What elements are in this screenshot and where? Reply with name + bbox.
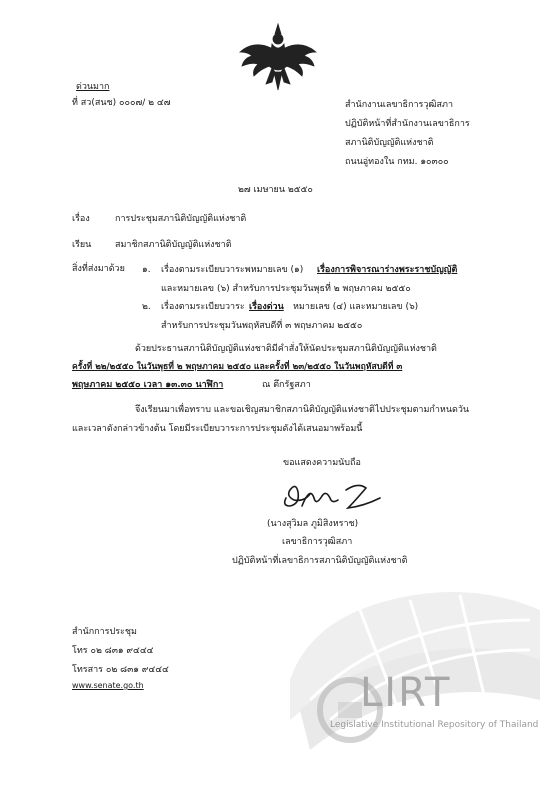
enclosure-item-emphasis: เรื่องการพิจารณาร่างพระราชบัญญัติ	[317, 265, 458, 275]
enclosure-item-text: และหมายเลข (๖) สำหรับการประชุมวันพุธที่ ๒ พฤษภาคม ๒๕๕๐	[161, 284, 411, 294]
signatory-title: เลขาธิการวุฒิสภา	[282, 537, 353, 547]
signatory-title: ปฏิบัติหน้าที่เลขาธิการสภานิติบัญญัติแห่งชาติ	[232, 556, 408, 566]
body-paragraph-line: ครั้งที่ ๒๒/๒๕๕๐ ในวันพุธที่ ๒ พฤษภาคม ๒๕๕๐ และครั้งที่ ๒๓/๒๕๕๐ ในวันพฤหัสบดีที่ ๓	[72, 362, 403, 372]
closing-regards: ขอแสดงความนับถือ	[283, 458, 361, 468]
salutation-text: สมาชิกสภานิติบัญญัติแห่งชาติ	[115, 240, 232, 250]
signatory-name: (นางสุวิมล ภูมิสิงหราช)	[267, 519, 359, 529]
document-date: ๒๗ เมษายน ๒๕๕๐	[238, 185, 313, 195]
enclosures-label: สิ่งที่ส่งมาด้วย	[72, 264, 125, 274]
body-paragraph-line: และเวลาดังกล่าวข้างต้น โดยมีระเบียบวาระการประชุมดังได้เสนอมาพร้อมนี้	[72, 424, 363, 434]
document-number: ที่ สว(สนช) ๐๐๐๗/ ๒ ๔๗	[72, 98, 171, 108]
body-paragraph-line: ด้วยประธานสภานิติบัญญัติแห่งชาติมีคำสั่งให้นัดประชุมสภานิติบัญญัติแห่งชาติ	[135, 344, 437, 354]
enclosure-item-emphasis: เรื่องด่วน	[249, 302, 284, 312]
enclosure-item-text: เรื่องตามระเบียบวาระพหมายเลข (๑)	[161, 265, 304, 275]
enclosure-item-number: ๑.	[142, 265, 151, 275]
garuda-emblem-icon	[232, 22, 324, 92]
enclosure-item-text: สำหรับการประชุมวันพฤหัสบดีที่ ๓ พฤษภาคม ๒๕๕๐	[161, 321, 363, 331]
sender-line: ปฏิบัติหน้าที่สำนักงานเลขาธิการ	[345, 119, 470, 129]
body-paragraph-line: ณ ตึกรัฐสภา	[262, 380, 311, 390]
footer-phone: โทร ๐๒ ๘๓๑ ๙๔๔๔	[72, 646, 154, 656]
watermark-caption: Legislative Institutional Repository of Thailand	[330, 720, 539, 730]
footer-fax: โทรสาร ๐๒ ๘๓๑ ๙๔๔๔	[72, 665, 169, 675]
sender-line: สภานิติบัญญัติแห่งชาติ	[345, 138, 434, 148]
footer-website-link[interactable]: www.senate.go.th	[72, 681, 144, 690]
subject-label: เรื่อง	[72, 214, 90, 224]
enclosure-item-text: เรื่องตามระเบียบวาระ	[161, 302, 245, 312]
sender-line: สำนักงานเลขาธิการวุฒิสภา	[345, 100, 454, 110]
body-paragraph-line: จึงเรียนมาเพื่อทราบ และขอเชิญสมาชิกสภานิติบัญญัติแห่งชาติไปประชุมตามกำหนดวัน	[135, 405, 470, 415]
enclosure-item-text: หมายเลข (๔) และหมายเลข (๖)	[293, 302, 419, 312]
urgency-label: ด่วนมาก	[76, 82, 110, 92]
watermark-logo-text: LIRT	[360, 670, 452, 716]
body-paragraph-line: พฤษภาคม ๒๕๕๐ เวลา ๑๓.๓๐ นาฬิกา	[72, 380, 224, 390]
salutation-label: เรียน	[72, 240, 92, 250]
signature-icon	[280, 476, 390, 514]
enclosure-item-number: ๒.	[142, 302, 151, 312]
footer-office: สำนักการประชุม	[72, 627, 137, 637]
sender-line: ถนนอู่ทองใน กทม. ๑๐๓๐๐	[345, 157, 449, 167]
subject-text: การประชุมสภานิติบัญญัติแห่งชาติ	[115, 214, 247, 224]
